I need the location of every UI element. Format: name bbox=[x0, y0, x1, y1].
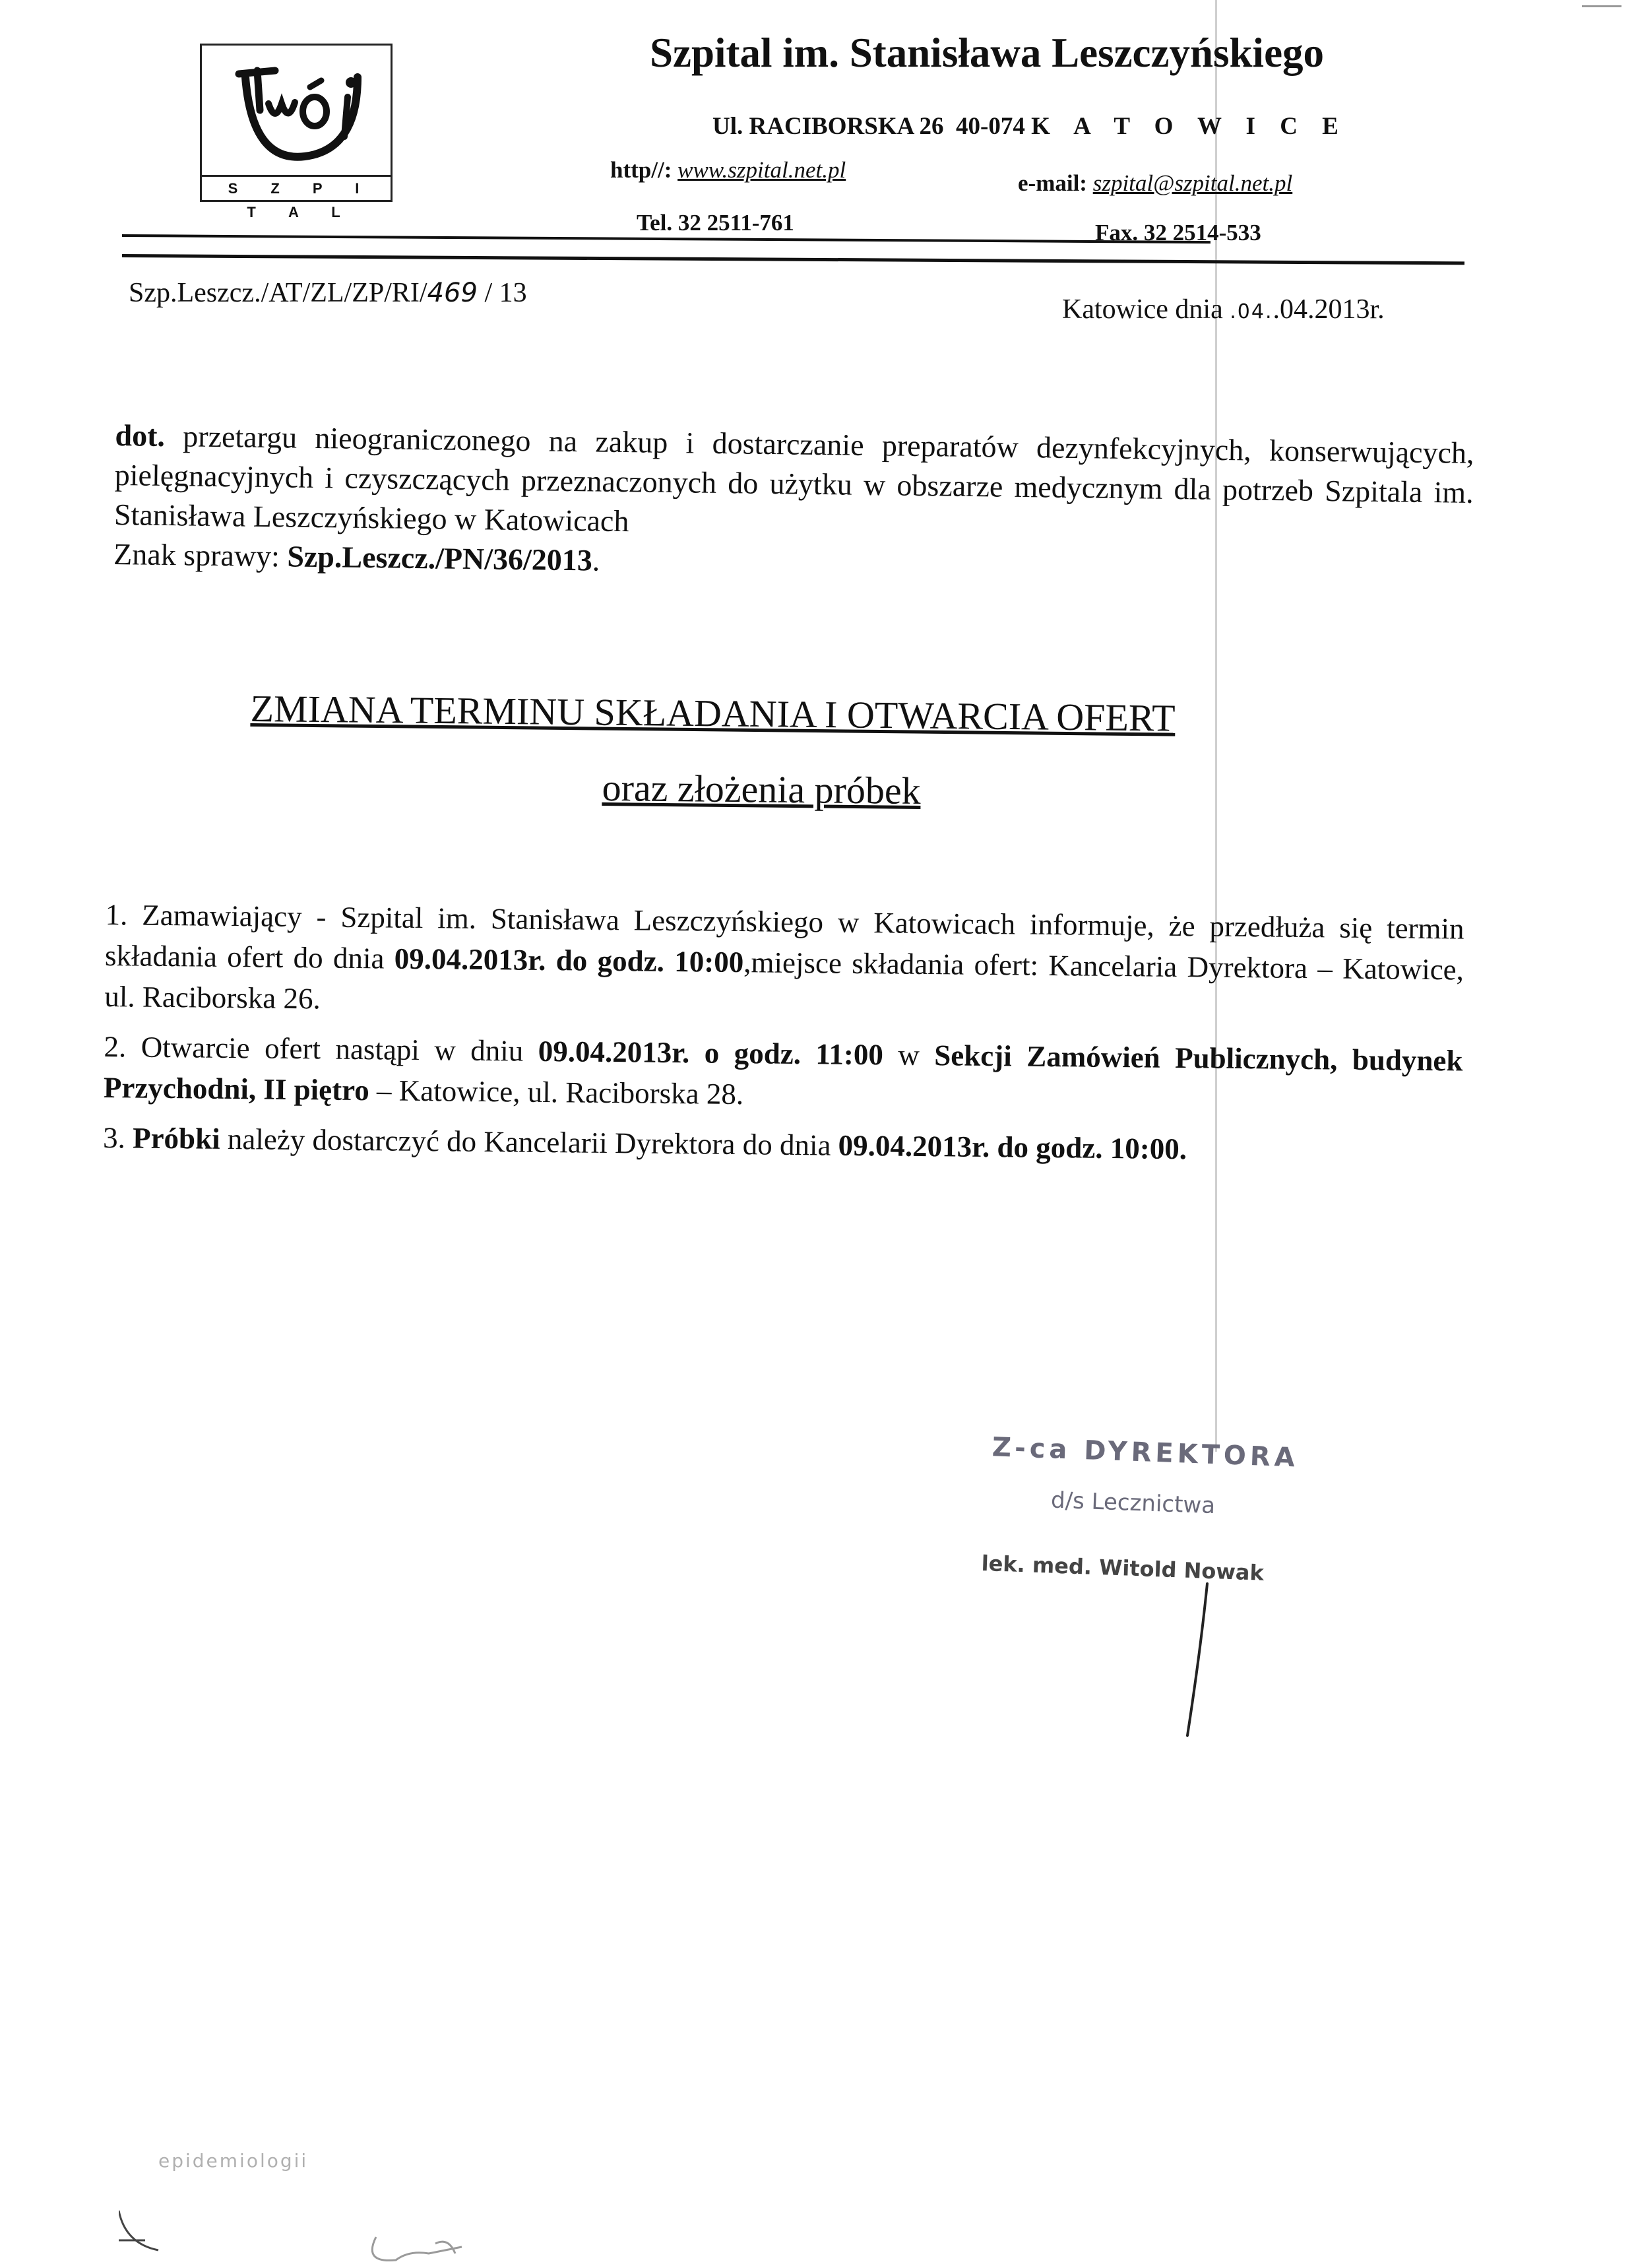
website-line bbox=[610, 157, 846, 183]
subject-text: przetargu nieograniczonego na zakup i dostarczanie preparatów dezynfekcyjnych, konserwujących, pielęgnacyjnych i czyszczących przeznaczonych do użytku w obszarze medycznym dla potrzeb Szpitala im. Stanisława Leszczyńskiego w Katowicach bbox=[113, 418, 1474, 538]
hospital-logo bbox=[200, 44, 393, 220]
reference-prefix: Szp.Leszcz./AT/ZL/ZP/RI/ bbox=[129, 278, 427, 308]
stamp-line-2: d/s Lecznictwa bbox=[1050, 1487, 1216, 1520]
point-1-text: 1. Zamawiający - Szpital im. Stanisława Leszczyńskiego w Katowicach informuje, że przedłuża się termin składania ofert do dnia bbox=[104, 897, 1464, 975]
logo-smile-icon bbox=[226, 51, 371, 170]
point-3 bbox=[103, 1117, 1463, 1173]
point-2-text: 2. Otwarcie ofert nastąpi w dniu bbox=[104, 1029, 539, 1068]
hospital-name: Szpital im. Stanisława Leszczyńskiego bbox=[650, 30, 1325, 76]
point-1-place: ,miejsce składania ofert: Kancelaria Dyrektora – Katowice, ul. Raciborska 26. bbox=[104, 946, 1464, 1016]
document-date bbox=[1062, 294, 1385, 325]
point-2-in: w bbox=[883, 1038, 935, 1072]
date-prefix: Katowice dnia bbox=[1062, 294, 1230, 325]
point-2-location: Sekcji Zamówień Publicznych, budynek Przychodni, II piętro bbox=[103, 1039, 1463, 1107]
point-3-number: 3. bbox=[102, 1120, 133, 1155]
header-divider-long bbox=[122, 254, 1464, 265]
case-number: Szp.Leszcz./PN/36/2013 bbox=[287, 539, 593, 577]
subject-block bbox=[113, 416, 1474, 592]
notice-title: ZMIANA TERMINU SKŁADANIA I OTWARCIA OFERT bbox=[250, 687, 1176, 740]
email-label: e-mail: bbox=[1018, 170, 1087, 196]
point-3-deadline: 09.04.2013r. do godz. 10:00. bbox=[838, 1128, 1187, 1166]
point-2-address: – Katowice, ul. Raciborska 28. bbox=[369, 1074, 744, 1111]
scan-artifact-line bbox=[1215, 0, 1217, 1452]
stamp-line-1: Z-ca DYREKTORA bbox=[991, 1432, 1300, 1474]
hospital-address bbox=[712, 112, 1348, 141]
telephone: Tel. 32 2511-761 bbox=[637, 210, 794, 236]
fax: Fax. 32 2514-533 bbox=[1095, 220, 1261, 245]
website-link[interactable]: www.szpital.net.pl bbox=[677, 157, 846, 183]
notice-subtitle: oraz złożenia próbek bbox=[602, 766, 922, 813]
point-1-deadline: 09.04.2013r. do godz. 10:00 bbox=[394, 942, 744, 979]
email-link[interactable]: szpital@szpital.net.pl bbox=[1092, 170, 1293, 196]
point-3-samples: Próbki bbox=[132, 1121, 220, 1155]
case-label: Znak sprawy: bbox=[113, 536, 288, 573]
date-suffix: .04.2013r. bbox=[1273, 294, 1385, 325]
point-1 bbox=[104, 894, 1464, 1031]
faint-stamp-signature bbox=[119, 2112, 581, 2263]
address-postal: 40-074 bbox=[956, 113, 1025, 140]
notice-points bbox=[103, 894, 1464, 1182]
website-label: http//: bbox=[610, 157, 672, 183]
email-line bbox=[1018, 170, 1292, 197]
logo-text: S Z P I T A L bbox=[202, 175, 391, 200]
reference-number bbox=[129, 277, 527, 309]
point-2 bbox=[104, 1026, 1463, 1122]
address-city: K A T O W I C E bbox=[1031, 113, 1348, 140]
signature-mark bbox=[1161, 1571, 1240, 1742]
subject-paragraph bbox=[114, 416, 1474, 552]
point-3-text: należy dostarczyć do Kancelarii Dyrektora do dnia bbox=[220, 1122, 838, 1162]
reference-handwritten-number: 469 bbox=[427, 278, 478, 308]
scan-corner-mark bbox=[1582, 5, 1621, 7]
stamp-line-3: lek. med. Witold Nowak bbox=[981, 1550, 1265, 1586]
subject-label: dot. bbox=[115, 418, 166, 453]
faint-stamp-text: epidemiologii bbox=[158, 2150, 309, 2172]
address-street: Ul. RACIBORSKA 26 bbox=[712, 113, 944, 140]
point-2-time-label: o godz. bbox=[689, 1036, 816, 1071]
point-2-date: 09.04.2013r. bbox=[538, 1034, 690, 1070]
case-end: . bbox=[592, 543, 600, 577]
date-handwritten-day: .04. bbox=[1230, 300, 1273, 323]
point-2-time: 11:00 bbox=[815, 1037, 884, 1072]
reference-suffix: / 13 bbox=[477, 278, 527, 308]
